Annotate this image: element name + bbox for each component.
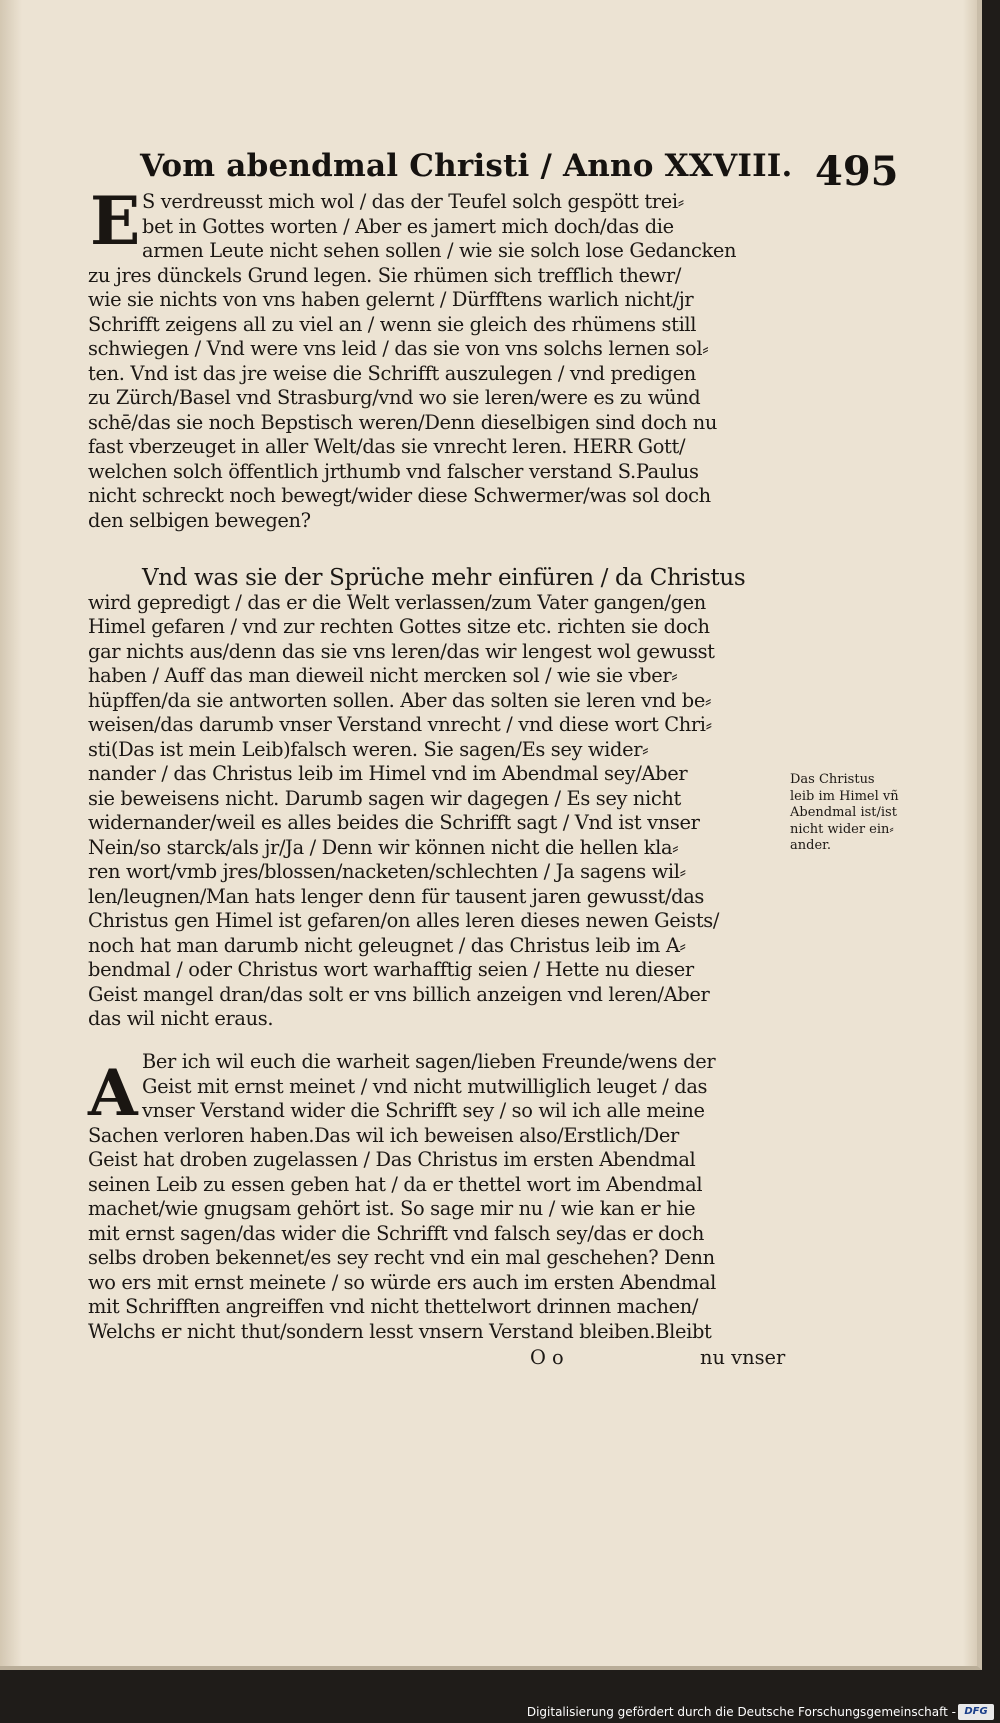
- marginal-line: Abendmal ist/ist: [790, 805, 897, 820]
- text-line: Nein/so starck/als jr/Ja / Denn wir können nicht die hellen kla⸗: [88, 835, 679, 859]
- digitization-footer: Digitalisierung gefördert durch die Deutsche Forschungsgemeinschaft -: [526, 1705, 956, 1719]
- text-line: widernander/weil es alles beides die Schrifft sagt / Vnd ist vnser: [88, 811, 700, 834]
- marginal-line: leib im Himel vñ: [790, 788, 899, 804]
- page-number: 495: [815, 148, 899, 195]
- marginal-line: nicht wider ein⸗: [790, 821, 894, 837]
- text-line: weisen/das darumb vnser Verstand vnrecht / vnd diese wort Chri⸗: [88, 713, 712, 736]
- text-line: das wil nicht eraus.: [88, 1007, 274, 1030]
- text-line: gar nichts aus/denn das sie vns leren/das wir lengest wol gewusst: [88, 639, 715, 663]
- text-line: Schrifft zeigens all zu viel an / wenn sie gleich des rhümens still: [88, 312, 697, 336]
- text-line: Geist mangel dran/das solt er vns billich anzeigen vnd leren/Aber: [88, 982, 710, 1006]
- drop-cap-initial: A: [88, 1056, 138, 1131]
- text-line: bet in Gottes worten / Aber es jamert mich doch/das die: [142, 214, 674, 238]
- dfg-logo: DFG: [958, 1704, 994, 1720]
- paragraph-2: [88, 566, 788, 1032]
- text-line: wie sie nichts von vns haben gelernt / Dürfftens warlich nicht/jr: [88, 288, 694, 311]
- text-line: Welchs er nicht thut/sondern lesst vnsern Verstand bleiben.Bleibt: [88, 1319, 712, 1343]
- text-line: bendmal / oder Christus wort warhafftig seien / Hette nu dieser: [88, 958, 694, 981]
- text-line: mit ernst sagen/das wider die Schrifft vnd falsch sey/das er doch: [88, 1221, 704, 1245]
- text-line: Christus gen Himel ist gefaren/on alles leren dieses newen Geists/: [88, 909, 720, 932]
- text-line: welchen solch öffentlich jrthumb vnd falscher verstand S.Paulus: [88, 459, 699, 483]
- text-line: nander / das Christus leib im Himel vnd im Abendmal sey/Aber: [88, 762, 688, 785]
- text-line: schwiegen / Vnd were vns leid / das sie von vns solchs lernen sol⸗: [88, 337, 709, 360]
- text-line: nicht schreckt noch bewegt/wider diese Schwermer/was sol doch: [88, 484, 711, 507]
- marginal-line: Das Christus: [790, 772, 875, 787]
- text-line: vnser Verstand wider die Schrifft sey / so wil ich alle meine: [142, 1099, 705, 1122]
- text-line: Ber ich wil euch die warheit sagen/lieben Freunde/wens der: [142, 1050, 716, 1073]
- text-line: ren wort/vmb jres/blossen/nacketen/schlechten / Ja sagens wil⸗: [88, 860, 686, 883]
- text-line: mit Schrifften angreiffen vnd nicht thettelwort drinnen machen/: [88, 1295, 699, 1318]
- text-line: fast vberzeuget in aller Welt/das sie vnrecht leren. HERR Gott/: [88, 435, 686, 458]
- text-line: Vnd was sie der Sprüche mehr einfüren / da Christus: [142, 566, 746, 591]
- text-line: zu Zürch/Basel vnd Strasburg/vnd wo sie leren/were es zu wünd: [88, 386, 701, 409]
- text-line: ten. Vnd ist das jre weise die Schrifft auszulegen / vnd predigen: [88, 361, 696, 385]
- text-line: sie beweisens nicht. Darumb sagen wir dagegen / Es sey nicht: [88, 786, 681, 810]
- text-line: machet/wie gnugsam gehört ist. So sage mir nu / wie kan er hie: [88, 1197, 696, 1220]
- marginal-note: [790, 772, 930, 855]
- text-line: len/leugnen/Man hats lenger denn für tausent jaren gewusst/das: [88, 884, 705, 908]
- catchword: nu vnser: [700, 1346, 786, 1369]
- text-line: selbs droben bekennet/es sey recht vnd ein mal geschehen? Denn: [88, 1246, 715, 1269]
- signature-mark: O o: [530, 1346, 564, 1369]
- paragraph-3: [88, 1050, 788, 1344]
- text-line: Geist mit ernst meinet / vnd nicht mutwilliglich leuget / das: [142, 1074, 708, 1098]
- text-line: sti(Das ist mein Leib)falsch weren. Sie sagen/Es sey wider⸗: [88, 737, 649, 761]
- text-line: den selbigen bewegen?: [88, 508, 311, 532]
- text-line: noch hat man darumb nicht geleugnet / das Christus leib im A⸗: [88, 933, 686, 957]
- text-line: Himel gefaren / vnd zur rechten Gottes sitze etc. richten sie doch: [88, 615, 710, 638]
- running-title: Vom abendmal Christi / Anno XXVIII.: [140, 148, 793, 184]
- drop-cap-initial: E: [90, 182, 141, 260]
- text-line: wird gepredigt / das er die Welt verlassen/zum Vater gangen/gen: [88, 590, 706, 614]
- text-line: zu jres dünckels Grund legen. Sie rhümen sich trefflich thewr/: [88, 263, 682, 287]
- text-line: hüpffen/da sie antworten sollen. Aber das solten sie leren vnd be⸗: [88, 688, 712, 712]
- text-line: Geist hat droben zugelassen / Das Christus im ersten Abendmal: [88, 1148, 696, 1171]
- text-line: schē/das sie noch Bepstisch weren/Denn dieselbigen sind doch nu: [88, 410, 718, 434]
- text-line: armen Leute nicht sehen sollen / wie sie solch lose Gedancken: [142, 239, 737, 262]
- text-line: S verdreusst mich wol / das der Teufel solch gespött trei⸗: [142, 190, 684, 213]
- text-line: haben / Auff das man dieweil nicht mercken sol / wie sie vber⸗: [88, 664, 678, 687]
- marginal-line: ander.: [790, 838, 832, 853]
- text-line: Sachen verloren haben.Das wil ich beweisen also/Erstlich/Der: [88, 1123, 679, 1147]
- text-line: wo ers mit ernst meinete / so würde ers auch im ersten Abendmal: [88, 1270, 717, 1294]
- paragraph-1: [88, 182, 788, 533]
- text-line: seinen Leib zu essen geben hat / da er thettel wort im Abendmal: [88, 1172, 703, 1196]
